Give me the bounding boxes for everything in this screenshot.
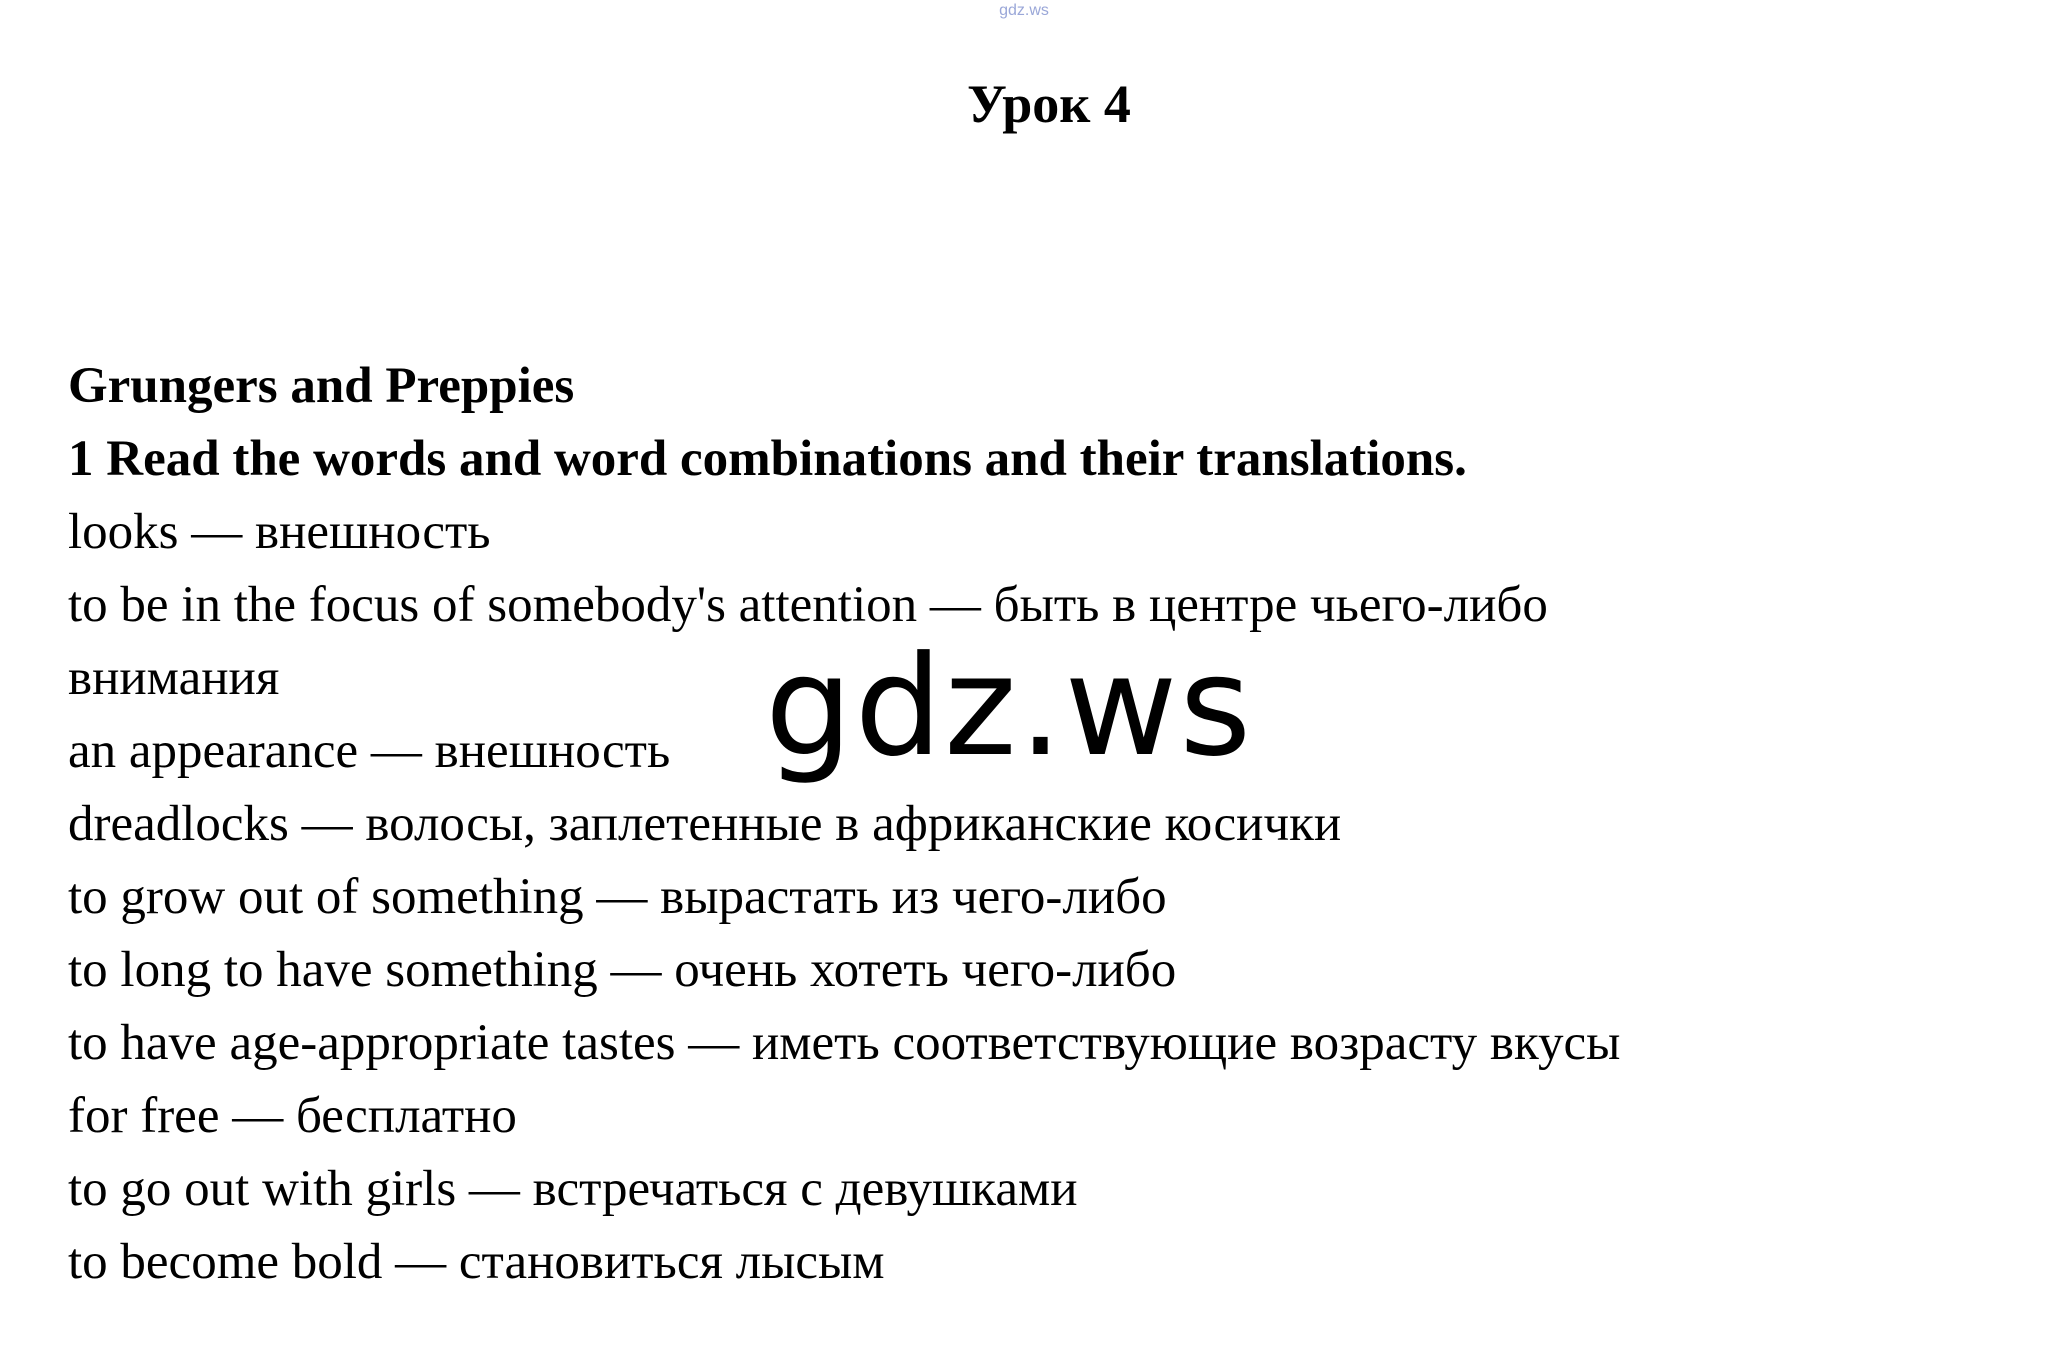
content bbox=[68, 350, 2018, 1299]
site-watermark: gdz.ws bbox=[765, 626, 1254, 787]
vocab-line: an appearance — внешность bbox=[68, 723, 671, 779]
vocab-line: to become bold — становиться лысым bbox=[68, 1234, 885, 1290]
section-heading: Grungers and Preppies bbox=[68, 358, 575, 414]
vocab-line: to long to have something — очень хотеть чего-либо bbox=[68, 942, 1177, 998]
vocab-line: to have age-appropriate tastes — иметь соответствующие возрасту вкусы bbox=[68, 1015, 1621, 1071]
top-watermark[interactable]: gdz.ws bbox=[999, 2, 1049, 19]
vocab-line: for free — бесплатно bbox=[68, 1088, 517, 1144]
task-instruction: 1 Read the words and word combinations and their translations. bbox=[68, 431, 1467, 487]
vocab-line: to go out with girls — встречаться с девушками bbox=[68, 1161, 1078, 1217]
vocab-line: to be in the focus of somebody's attention — быть в центре чьего-либо bbox=[68, 577, 1548, 633]
vocab-line: looks — внешность bbox=[68, 504, 491, 560]
vocab-line: dreadlocks — волосы, заплетенные в африканские косички bbox=[68, 796, 1342, 852]
lesson-title: Урок 4 bbox=[967, 74, 1131, 134]
vocab-line: to grow out of something — вырастать из чего-либо bbox=[68, 869, 1167, 925]
vocab-line: внимания bbox=[68, 650, 280, 706]
